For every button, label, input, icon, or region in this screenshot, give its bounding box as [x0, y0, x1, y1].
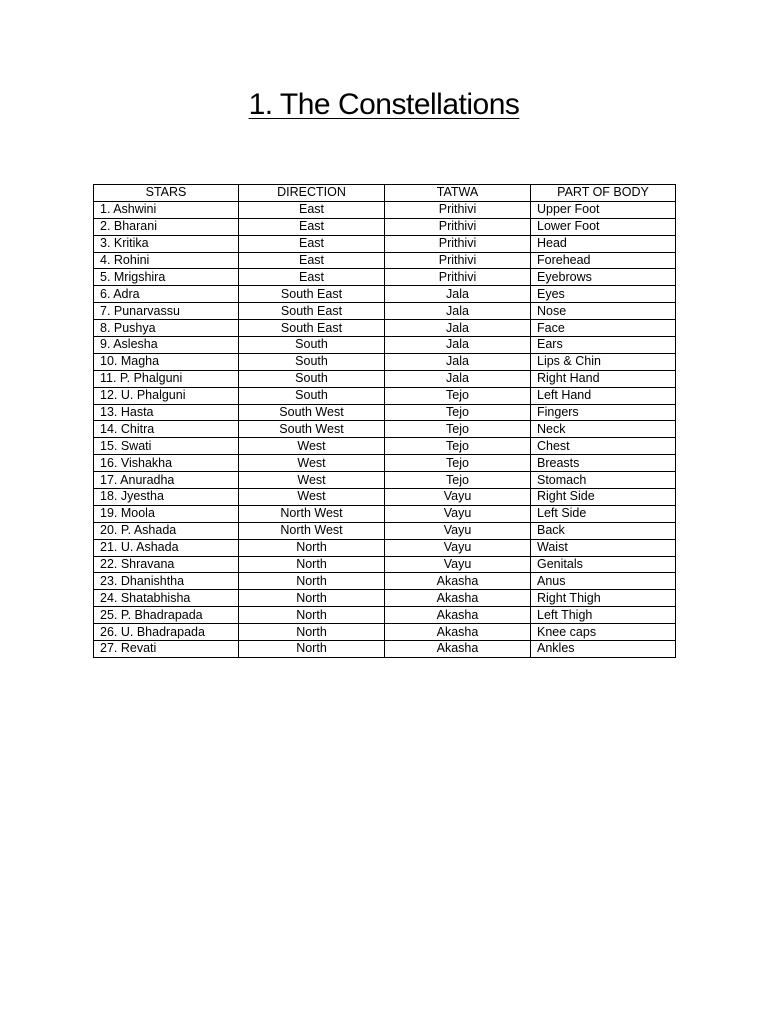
part-of-body-cell: Eyes: [531, 286, 676, 303]
tatwa-cell: Akasha: [385, 590, 531, 607]
star-name-cell: 9. Aslesha: [94, 337, 239, 354]
table-row: [94, 489, 676, 506]
direction-cell: South: [239, 387, 385, 404]
table-row: [94, 303, 676, 320]
direction-cell: East: [239, 252, 385, 269]
part-of-body-cell: Ears: [531, 337, 676, 354]
direction-cell: South: [239, 370, 385, 387]
tatwa-cell: Tejo: [385, 404, 531, 421]
tatwa-cell: Tejo: [385, 472, 531, 489]
tatwa-cell: Vayu: [385, 505, 531, 522]
star-name-cell: 22. Shravana: [94, 556, 239, 573]
table-row: [94, 607, 676, 624]
direction-cell: West: [239, 455, 385, 472]
table-header-row: [94, 185, 676, 202]
tatwa-cell: Vayu: [385, 539, 531, 556]
table-row: [94, 337, 676, 354]
table-row: [94, 320, 676, 337]
direction-cell: East: [239, 235, 385, 252]
direction-cell: South West: [239, 421, 385, 438]
part-of-body-cell: Right Hand: [531, 370, 676, 387]
part-of-body-cell: Left Side: [531, 505, 676, 522]
star-name-cell: 15. Swati: [94, 438, 239, 455]
direction-cell: West: [239, 438, 385, 455]
part-of-body-cell: Right Thigh: [531, 590, 676, 607]
star-name-cell: 21. U. Ashada: [94, 539, 239, 556]
part-of-body-cell: Back: [531, 522, 676, 539]
star-name-cell: 27. Revati: [94, 641, 239, 658]
table-row: [94, 404, 676, 421]
direction-cell: North: [239, 607, 385, 624]
part-of-body-cell: Knee caps: [531, 624, 676, 641]
table-row: [94, 269, 676, 286]
table-row: [94, 539, 676, 556]
tatwa-cell: Vayu: [385, 522, 531, 539]
tatwa-cell: Vayu: [385, 489, 531, 506]
table-row: [94, 235, 676, 252]
tatwa-cell: Akasha: [385, 624, 531, 641]
star-name-cell: 4. Rohini: [94, 252, 239, 269]
star-name-cell: 16. Vishakha: [94, 455, 239, 472]
part-of-body-cell: Upper Foot: [531, 201, 676, 218]
star-name-cell: 18. Jyestha: [94, 489, 239, 506]
table-row: [94, 353, 676, 370]
direction-cell: South East: [239, 320, 385, 337]
part-of-body-cell: Genitals: [531, 556, 676, 573]
table-row: [94, 641, 676, 658]
star-name-cell: 6. Adra: [94, 286, 239, 303]
constellations-table: [93, 184, 676, 658]
part-of-body-cell: Left Thigh: [531, 607, 676, 624]
direction-cell: South West: [239, 404, 385, 421]
table-row: [94, 438, 676, 455]
direction-cell: South East: [239, 303, 385, 320]
table-row: [94, 286, 676, 303]
star-name-cell: 2. Bharani: [94, 218, 239, 235]
table-row: [94, 201, 676, 218]
page-title: 1. The Constellations: [248, 88, 520, 121]
direction-cell: East: [239, 218, 385, 235]
direction-cell: North: [239, 624, 385, 641]
star-name-cell: 14. Chitra: [94, 421, 239, 438]
star-name-cell: 26. U. Bhadrapada: [94, 624, 239, 641]
table-row: [94, 590, 676, 607]
star-name-cell: 20. P. Ashada: [94, 522, 239, 539]
direction-cell: East: [239, 201, 385, 218]
star-name-cell: 13. Hasta: [94, 404, 239, 421]
direction-cell: South: [239, 337, 385, 354]
part-of-body-cell: Eyebrows: [531, 269, 676, 286]
star-name-cell: 5. Mrigshira: [94, 269, 239, 286]
direction-cell: North: [239, 573, 385, 590]
tatwa-cell: Prithivi: [385, 252, 531, 269]
part-of-body-cell: Face: [531, 320, 676, 337]
part-of-body-cell: Fingers: [531, 404, 676, 421]
table-row: [94, 421, 676, 438]
direction-cell: West: [239, 489, 385, 506]
direction-cell: East: [239, 269, 385, 286]
tatwa-cell: Prithivi: [385, 218, 531, 235]
tatwa-cell: Akasha: [385, 641, 531, 658]
star-name-cell: 7. Punarvassu: [94, 303, 239, 320]
part-of-body-cell: Head: [531, 235, 676, 252]
table-row: [94, 573, 676, 590]
tatwa-cell: Tejo: [385, 438, 531, 455]
direction-cell: South East: [239, 286, 385, 303]
tatwa-cell: Prithivi: [385, 235, 531, 252]
direction-cell: North: [239, 539, 385, 556]
star-name-cell: 10. Magha: [94, 353, 239, 370]
star-name-cell: 8. Pushya: [94, 320, 239, 337]
part-of-body-cell: Left Hand: [531, 387, 676, 404]
part-of-body-cell: Breasts: [531, 455, 676, 472]
column-header-stars: STARS: [94, 185, 239, 202]
direction-cell: North: [239, 556, 385, 573]
tatwa-cell: Jala: [385, 286, 531, 303]
part-of-body-cell: Stomach: [531, 472, 676, 489]
table-row: [94, 624, 676, 641]
table-row: [94, 218, 676, 235]
tatwa-cell: Jala: [385, 353, 531, 370]
table-body: [94, 201, 676, 657]
table-row: [94, 387, 676, 404]
tatwa-cell: Tejo: [385, 421, 531, 438]
direction-cell: North West: [239, 505, 385, 522]
tatwa-cell: Akasha: [385, 573, 531, 590]
table-row: [94, 556, 676, 573]
tatwa-cell: Jala: [385, 337, 531, 354]
star-name-cell: 11. P. Phalguni: [94, 370, 239, 387]
part-of-body-cell: Ankles: [531, 641, 676, 658]
star-name-cell: 19. Moola: [94, 505, 239, 522]
tatwa-cell: Tejo: [385, 455, 531, 472]
part-of-body-cell: Chest: [531, 438, 676, 455]
star-name-cell: 25. P. Bhadrapada: [94, 607, 239, 624]
column-header-part-of-body: PART OF BODY: [531, 185, 676, 202]
tatwa-cell: Tejo: [385, 387, 531, 404]
direction-cell: North: [239, 590, 385, 607]
part-of-body-cell: Lower Foot: [531, 218, 676, 235]
star-name-cell: 3. Kritika: [94, 235, 239, 252]
part-of-body-cell: Right Side: [531, 489, 676, 506]
star-name-cell: 24. Shatabhisha: [94, 590, 239, 607]
part-of-body-cell: Forehead: [531, 252, 676, 269]
table-row: [94, 472, 676, 489]
star-name-cell: 12. U. Phalguni: [94, 387, 239, 404]
column-header-direction: DIRECTION: [239, 185, 385, 202]
table-row: [94, 370, 676, 387]
table-row: [94, 252, 676, 269]
star-name-cell: 17. Anuradha: [94, 472, 239, 489]
part-of-body-cell: Nose: [531, 303, 676, 320]
tatwa-cell: Vayu: [385, 556, 531, 573]
table-row: [94, 455, 676, 472]
star-name-cell: 1. Ashwini: [94, 201, 239, 218]
tatwa-cell: Prithivi: [385, 201, 531, 218]
tatwa-cell: Akasha: [385, 607, 531, 624]
part-of-body-cell: Lips & Chin: [531, 353, 676, 370]
tatwa-cell: Prithivi: [385, 269, 531, 286]
direction-cell: West: [239, 472, 385, 489]
tatwa-cell: Jala: [385, 303, 531, 320]
tatwa-cell: Jala: [385, 370, 531, 387]
part-of-body-cell: Anus: [531, 573, 676, 590]
tatwa-cell: Jala: [385, 320, 531, 337]
part-of-body-cell: Neck: [531, 421, 676, 438]
direction-cell: South: [239, 353, 385, 370]
direction-cell: North West: [239, 522, 385, 539]
column-header-tatwa: TATWA: [385, 185, 531, 202]
table-row: [94, 505, 676, 522]
star-name-cell: 23. Dhanishtha: [94, 573, 239, 590]
direction-cell: North: [239, 641, 385, 658]
table-row: [94, 522, 676, 539]
part-of-body-cell: Waist: [531, 539, 676, 556]
